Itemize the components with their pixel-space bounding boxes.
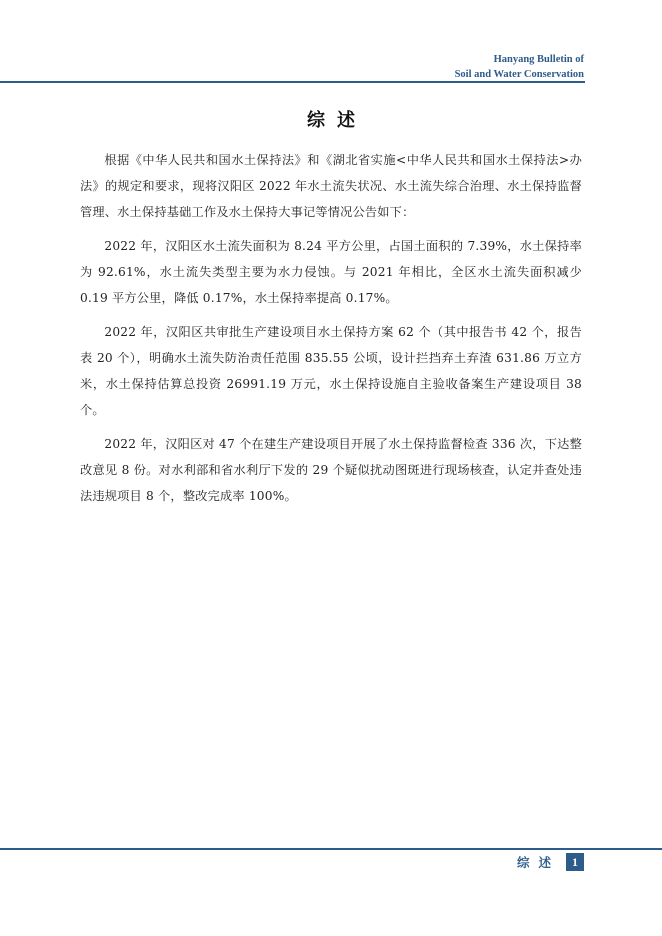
page-title: 综述 xyxy=(307,110,367,131)
paragraph-supervision: 2022 年，汉阳区对 47 个在建生产建设项目开展了水土保持监督检查 336 次，下达整改意见 8 份。对水利部和省水利厅下发的 29 个疑似扰动图斑进行现场核查，认定并查处违法违规项目 8 个，整改完成率 100%。 xyxy=(80,437,582,503)
paragraph-erosion-status: 2022 年，汉阳区水土流失面积为 8.24 平方公里，占国土面积的 7.39%，水土保持率为 92.61%，水土流失类型主要为水力侵蚀。与 2021 年相比，全区水土流失面积减少 0.19 平方公里，降低 0.17%，水土保持率提高 0.17%。 xyxy=(80,239,582,305)
footer-section-label: 综述 xyxy=(516,855,560,870)
paragraph-project-approval: 2022 年，汉阳区共审批生产建设项目水土保持方案 62 个（其中报告书 42 个，报告表 20 个），明确水土流失防治责任范围 835.55 公顷，设计拦挡弃土弃渣 631.86 万立方米，水土保持估算总投资 26991.19 万元，水土保持设施自主验收备案生产建设项目 38 个。 xyxy=(80,325,582,417)
header-line-1: Hanyang Bulletin of xyxy=(493,54,584,65)
bulletin-header xyxy=(455,52,584,82)
header-line-2: Soil and Water Conservation xyxy=(454,69,584,80)
header-divider xyxy=(0,81,585,83)
paragraph-intro: 根据《中华人民共和国水土保持法》和《湖北省实施<中华人民共和国水土保持法>办法》的规定和要求，现将汉阳区 2022 年水土流失状况、水土流失综合治理、水土保持监督管理、水土保持基础工作及水土保持大事记等情况公告如下： xyxy=(80,153,582,219)
body-text xyxy=(80,147,582,517)
page-number: 1 xyxy=(566,853,584,871)
page-footer xyxy=(517,853,584,871)
footer-divider xyxy=(0,848,662,850)
